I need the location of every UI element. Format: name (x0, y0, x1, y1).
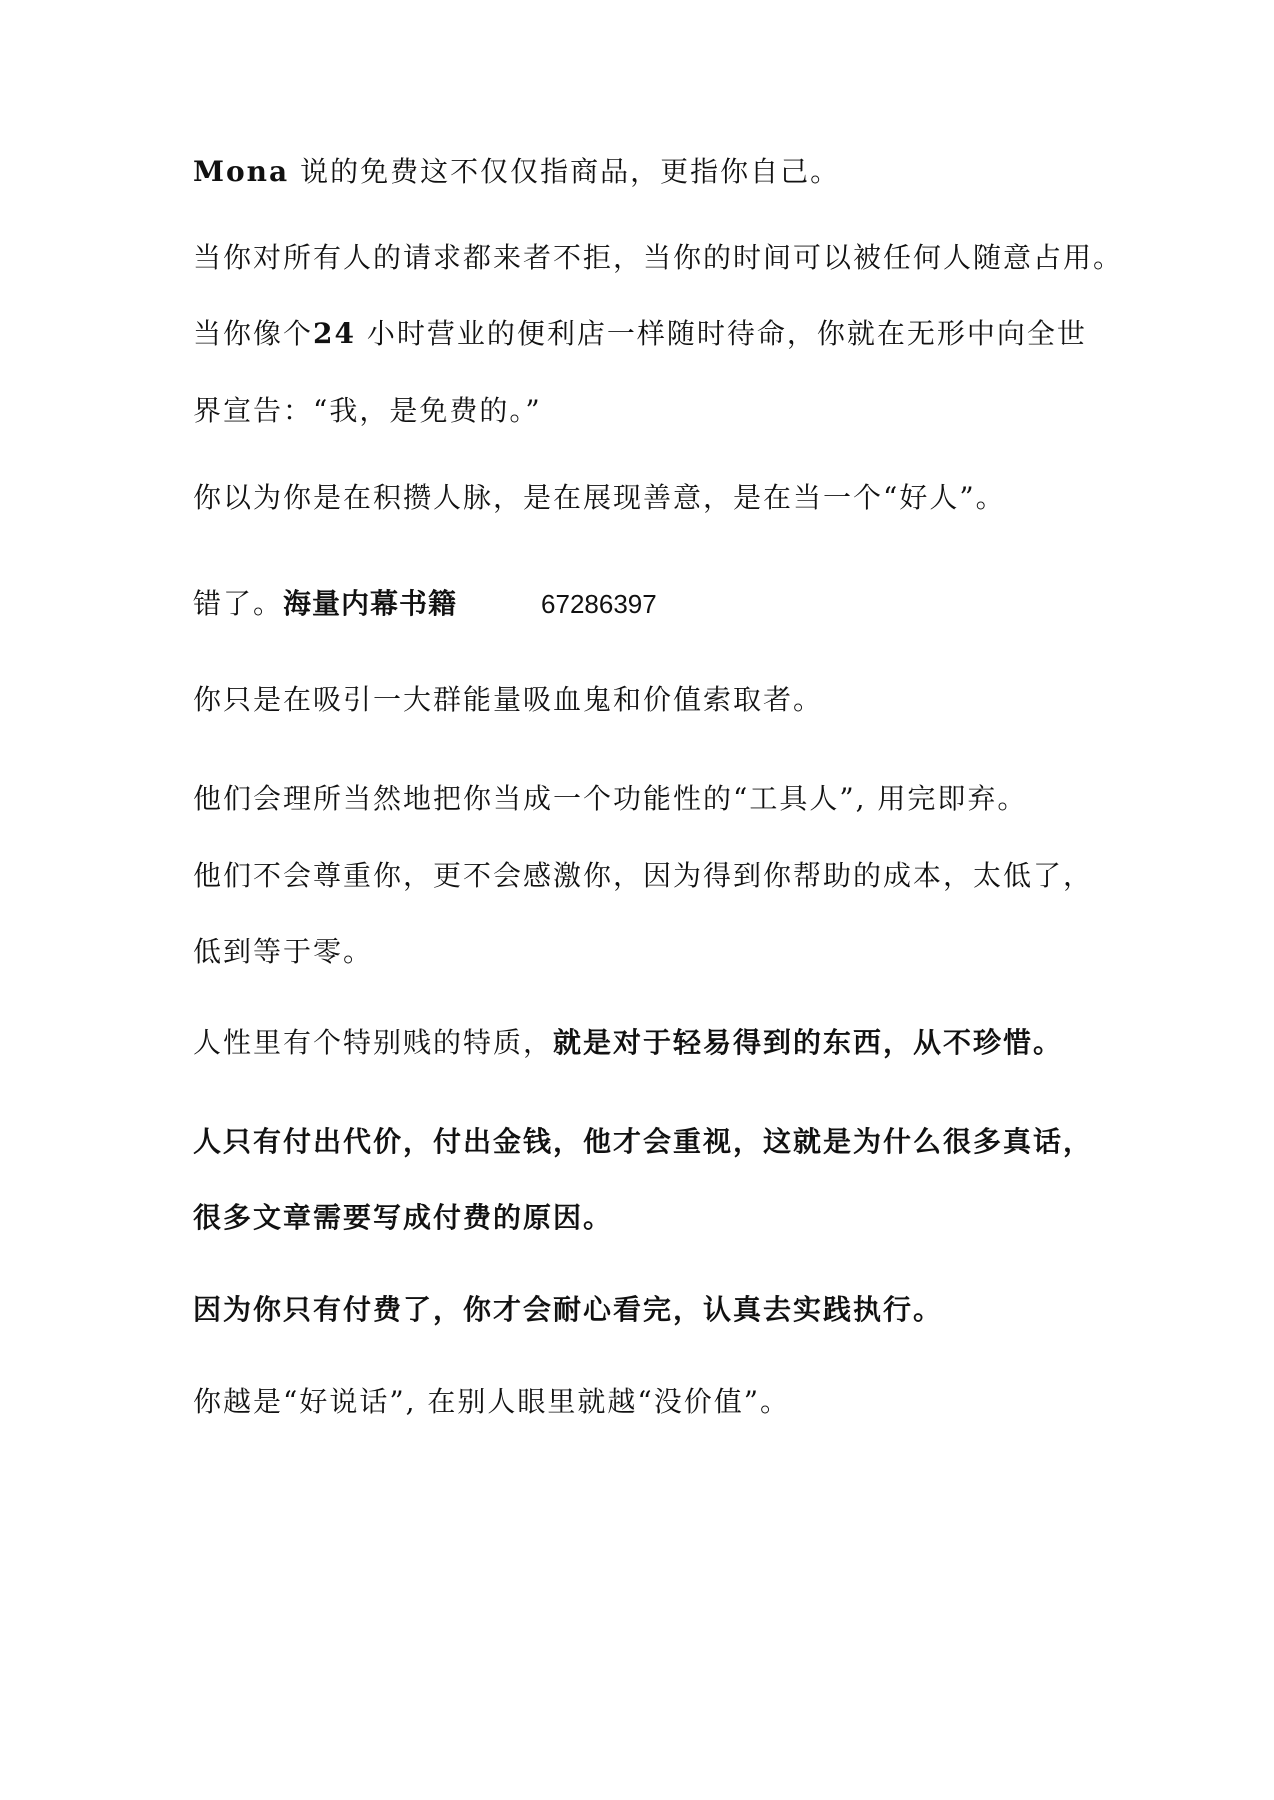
paragraph-10-line-1: 人只有付出代价，付出金钱，他才会重视，这就是为什么很多真话， (193, 1125, 1094, 1158)
paragraph-3-line-1 (193, 314, 1087, 354)
paragraph-6: 你只是在吸引一大群能量吸血鬼和价值索取者。 (193, 683, 824, 716)
name-mona: Mona (193, 155, 290, 188)
paragraph-9-prefix: 人性里有个特别贱的特质， (193, 1026, 554, 1059)
paragraph-11: 因为你只有付费了，你才会耐心看完，认真去实践执行。 (193, 1293, 944, 1326)
paragraph-4: 你以为你是在积攒人脉，是在展现善意，是在当一个“好人”。 (193, 481, 1006, 514)
paragraph-12: 你越是“好说话”, 在别人眼里就越“没价值”。 (193, 1385, 791, 1418)
paragraph-3-prefix: 当你像个 (193, 317, 314, 350)
paragraph-2: 当你对所有人的请求都来者不拒，当你的时间可以被任何人随意占用。 (193, 241, 1124, 274)
paragraph-10-line-2: 很多文章需要写成付费的原因。 (193, 1201, 614, 1234)
paragraph-3-text: 小时营业的便利店一样随时待命，你就在无形中向全世 (355, 317, 1087, 350)
paragraph-1-text: 说的免费这不仅仅指商品，更指你自己。 (289, 155, 841, 188)
ad-text: 海量内幕书籍 (283, 587, 458, 620)
paragraph-9-emphasis: 就是对于轻易得到的东西，从不珍惜。 (553, 1026, 1064, 1059)
hours-number: 24 (313, 317, 356, 350)
paragraph-9 (193, 1023, 1063, 1063)
paragraph-1 (193, 152, 840, 192)
paragraph-5-prefix: 错了。 (193, 587, 284, 620)
paragraph-7: 他们会理所当然地把你当成一个功能性的“工具人”, 用完即弃。 (193, 782, 1028, 815)
paragraph-3-line-2: 界宣告：“我，是免费的。” (193, 394, 542, 427)
ad-number: 67286397 (541, 589, 657, 619)
paragraph-8-line-2: 低到等于零。 (193, 935, 374, 968)
paragraph-8-line-1: 他们不会尊重你，更不会感激你，因为得到你帮助的成本，太低了， (193, 859, 1094, 892)
paragraph-5 (193, 584, 657, 624)
